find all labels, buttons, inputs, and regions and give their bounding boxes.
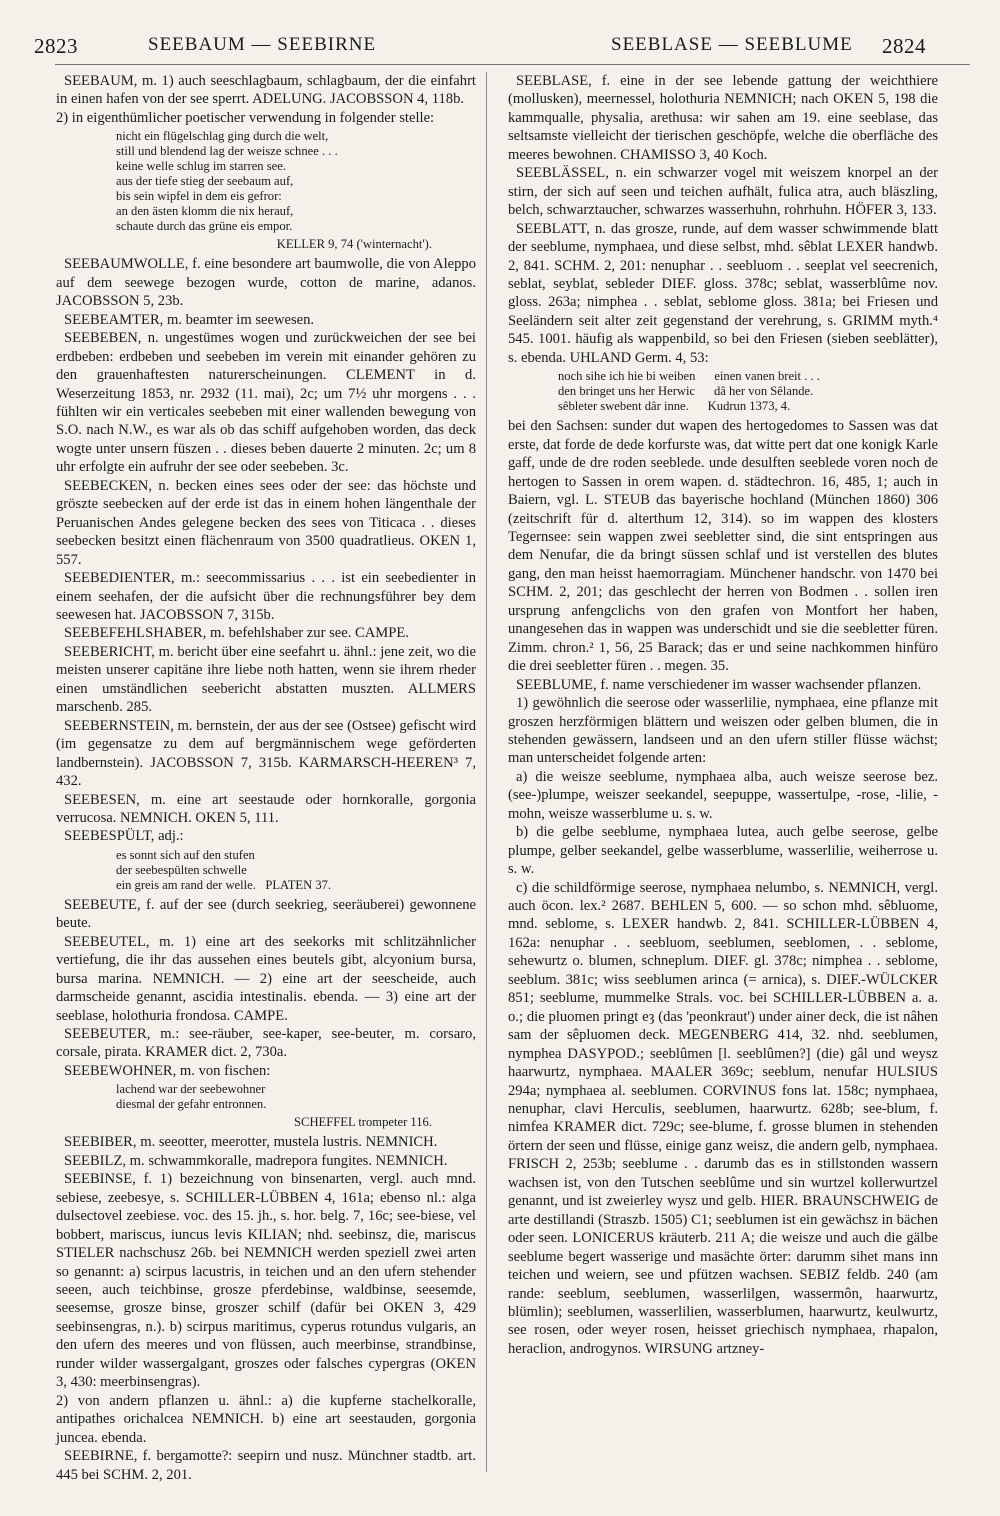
dictionary-entry: c) die schildförmige seerose, nymphaea nelumbo, s. NEMNICH, vergl. auch öcon. lex.² 2687. BEHLEN 5, 600. — so schon mhd. sêbluome, mnd. seblome, s. LEXER handwb. 2, 841. SCHILLER-LÜBBEN 4, 162a: nenuphar . . seebluom, seeblumen, seeblomen, . . seblome, sehewurtz o. blumen, schneplum. DIEF. gl. 378c; nimphea . . seblome, seeblum. 381c; wiss seeblumen arinca (= arnica), s. DIEF.-WÜLCKER 851; seeblume, mummelke Strals. voc. bei SCHILLER-LÜBBEN a. a. o.; die pluomen pringt eȝ (das 'peonkraut') under ainer deck, die ist nâhen sam der sêpluomen deck. MEGENBERG 414, 32. nhd. seeblumen, nymphea DASYPOD.; seeblûmen [l. seeblûmen?] (die) gâl und weysz haarwurtz, nymphaea. MAALER 369c; seeblum, nenufar HULSIUS 294a; nymphaea al. seeblumen. CORVINUS fons lat. 158c; nymphaea, nenuphar, clavi Herculis, seeblumen, haarwurtz. 628b; see-blum, f. nimfea KRAMER dict. 729c; see-blume, f. grosse blumen in stehenden örtern der seen und flüsse, einige ganz weisz, die andern gelb, nymphaea. FRISCH 2, 253b; seeblume . . darumb das es in stillstonden wassern wachsen ist, von den Tutschen seeblûme und sin wurtzel kollerwurtzel genannt, und ist zweierley wysz und gelb. HIER. BRAUNSCHWEIG de arte destillandi (Straszb. 1505) C1; seeblumen ist ein gewächsz in bächen oder seen. LONICERUS kräuterb. 211 A; die weisze und auch die gälbe seeblume begert wasserige und masächte örter: darumm sihet mans inn teichen und weiern, see und pfützen wachsen. SEBIZ feldb. 240 (am rande: seeblum, seeblumen, wasserlilgen, wassermôn, haarwurtz, blümlin); seeblumen, wasserlilien, wasserblumen, haarwurtz, keulwurtz, see rosen, oder weyer rosen, heisset griechisch nymphaea, rhapalon, heraclion, androgynos. WIRSUNG artzney-	[508, 879, 938, 1357]
page-number-left: 2823	[34, 34, 78, 58]
verse-quote: noch sihe ich hie bi weiben einen vanen breit . . . den bringet uns her Herwic dâ her von Sêlande. sêbleter swebent dâr inne. Kudrun 1373, 4.	[558, 369, 820, 414]
dictionary-entry: b) die gelbe seeblume, nymphaea lutea, auch gelbe seerose, gelbe plumpe, gelber seekandel, gelbe wasserblume, wasserlilie, weiherrose u. s. w.	[508, 824, 938, 878]
dictionary-entry: SEEBEUTE, f. auf der see (durch seekrieg, seeräuberei) gewonnene beute.	[56, 896, 476, 932]
dictionary-entry: SEEBAUM, m. 1) auch seeschlagbaum, schlagbaum, der die einfahrt in einen hafen von der see sperrt. ADELUNG. JACOBSSON 4, 118b.	[56, 73, 476, 108]
dictionary-entry: SEEBEDIENTER, m.: seecommissarius . . . ist ein seebedienter in einem seehafen, der die aufsicht über die rechnungsführer bey dem seewesen hat. JACOBSSON 7, 315b.	[56, 570, 476, 623]
header-rule	[55, 64, 970, 65]
entry-continuation: bei den Sachsen: sunder dut wapen des hertogedomes to Sassen was dat erste, dat forde de dede korfurste was, dat witte pert dat one konigk Karle gaff, unde de dre roden seeblede. unde desulften seeblede voren noch de hertogen to Sassen in orem wapen. d. städtechron. 16, 485, 1; auch in Baiern, vgl. L. STEUB das bayerische hochland (München 1860) 306 (zeitschrift für d. alterthum 12, 314). so im wappen des klosters Tegernsee: sein wappen zwei seebletter sind, die sint entspringen aus dem Nenufar, die da bringt süssen schlaf und ist verstellen des blutes gang, den man heisst haemorragiam. Münchener handschr. von 1470 bei SCHM. 2, 201; das geschlecht der herren von Bodmen . . sollen iren ursprung anfengclichs von den grafen von Montfort her haben, unangesehen das in wappen was underschidt und sie die seebletter füren. Zimm. chron.² 1, 56, 25 Barack; das er und seine nachkommen hinfüro die drei seebletter füren . . megen. 35.	[508, 418, 938, 675]
dictionary-entry: SEEBEUTEL, m. 1) eine art des seekorks mit schlitzähnlicher vertiefung, die ihr das aussehen eines beutels gibt, alcyonium bursa, bursa marina. NEMNICH. — 2) eine art der seescheide, auch darmscheide genannt, ascidia intestinalis. ebenda. — 3) eine art der seeblase, holothuria frondosa. CAMPE.	[56, 933, 476, 1024]
entry-continuation: 2) von andern pflanzen u. ähnl.: a) die kupferne stachelkoralle, antipathes orichalcea NEMNICH. b) eine art seestauden, gorgonia juncea. ebenda.	[56, 1392, 476, 1446]
dictionary-entry: SEEBLUME, f. name verschiedener im wasser wachsender pflanzen.	[516, 676, 922, 693]
dictionary-entry: SEEBAUMWOLLE, f. eine besondere art baumwolle, die von Aleppo auf dem seewege bezogen wurde, cotton de marine, adanos. JACOBSSON 5, 23b.	[56, 256, 476, 310]
dictionary-entry: SEEBEUTER, m.: see-räuber, see-kaper, see-beuter, m. corsaro, corsale, pirata. KRAMER dict. 2, 730a.	[56, 1026, 476, 1061]
running-head-right: SEEBLASE — SEEBLUME	[611, 34, 853, 55]
dictionary-entry: SEEBIRNE, f. bergamotte?: seepirn und nusz. Münchner stadtb. art. 445 bei SCHM. 2, 201.	[56, 1448, 476, 1483]
entry-continuation: 2) in eigenthümlicher poetischer verwendung in folgender stelle:	[56, 109, 435, 126]
dictionary-entry: SEEBLATT, n. das grosze, runde, auf dem wasser schwimmende blatt der seeblume, nymphaea, und diese selbst, mhd. sêblat LEXER handwb. 2, 841. SCHM. 2, 201: nenuphar . . seebluom . . seeplat vel seecrenich, seblat, seyblat, sebleder DIEF. gloss. 378c; seblat, wasserblûme nov. gloss. 263a; nimphea . . seblat, seblome gloss. 381a; bei Friesen und Seeländern seit alter zeit gegenstand der verehrung, s. GRIMM myth.⁴ 545. 1001. häufig als wappenbild, so bei den Friesen (sieben seeblätter), s. ebenda. UHLAND Germ. 4, 53:	[508, 220, 938, 366]
verse-quote: nicht ein flügelschlag ging durch die welt, still und blendend lag der weisze schnee . . . keine welle schlug im starren see. aus der tiefe stieg der seebaum auf, bis sein wipfel in dem eis gefror: an den ästen klomm die nix herauf, schaute durch das grüne eis empor.	[116, 129, 338, 234]
verse-quote: es sonnt sich auf den stufen der seebespülten schwelle ein greis am rand der welle. PLATEN 37.	[116, 847, 332, 892]
dictionary-entry: SEEBILZ, m. schwammkoralle, madrepora fungites. NEMNICH.	[64, 1152, 448, 1169]
quote-source: SCHEFFEL trompeter 116.	[294, 1115, 432, 1130]
dictionary-entry: SEEBEWOHNER, m. von fischen:	[64, 1062, 271, 1079]
dictionary-entry: SEEBERICHT, m. bericht über eine seefahrt u. ähnl.: jene zeit, wo die meisten unserer capitäne ihre liebe noth hatten, wenn sie ihrem rheder einen umständlichen seebericht abstatten muszten. ALLMERS marschenb. 285.	[56, 643, 476, 716]
left-column	[56, 72, 476, 1484]
dictionary-entry: SEEBERNSTEIN, m. bernstein, der aus der see (Ostsee) gefischt wird (im gegensatze zu dem auf bergmännischem wege geförderten landbernstein). JACOBSSON 7, 315b. KARMARSCH-HEEREN³ 7, 432.	[56, 717, 476, 790]
dictionary-entry: SEEBLASE, f. eine in der see lebende gattung der weichthiere (mollusken), meernessel, holothuria NEMNICH; nach OKEN 5, 198 die kammqualle, physalia, arethusa: wir sahen am 19. eine seeblase, das seltsamste vielleicht der tierischen geschöpfe, welche die oberfläche des meeres bewohnen. CHAMISSO 3, 40 Koch.	[508, 73, 938, 163]
dictionary-entry: SEEBEFEHLSHABER, m. befehlshaber zur see. CAMPE.	[64, 625, 409, 642]
dictionary-entry: SEEBECKEN, n. becken eines sees oder der see: das höchste und gröszte seebecken auf der erde ist das in einem hohen längenthale der Peruanischen Andes gelegene becken des sees von Titicaca . . dieses seebecken besitzt einen flächenraum von 3500 quadratlieus. OKEN 1, 557.	[56, 477, 476, 568]
dictionary-entry: SEEBESEN, m. eine art seestaude oder hornkoralle, gorgonia verrucosa. NEMNICH. OKEN 5, 111.	[56, 791, 476, 826]
page-number-right: 2824	[882, 34, 926, 58]
dictionary-entry: a) die weisze seeblume, nymphaea alba, auch weisze seerose bez. (see-)plumpe, weiszer seekandel, seepuppe, wassertulpe, -rose, -lilie, -mohn, weisze wasserblume u. s. w.	[508, 768, 938, 822]
dictionary-entry: SEEBESPÜLT, adj.:	[64, 828, 184, 845]
right-column	[508, 72, 938, 1358]
verse-quote: lachend war der seebewohner diesmal der gefahr entronnen.	[116, 1082, 267, 1112]
dictionary-entry: SEEBIBER, m. seeotter, meerotter, mustela lustris. NEMNICH.	[64, 1134, 438, 1151]
dictionary-entry: SEEBINSE, f. 1) bezeichnung von binsenarten, vergl. auch mnd. sebiese, zeebesye, s. SCHILLER-LÜBBEN 4, 161a; ebenso nl.: alga dulsectovel zeebiese. voc. des 15. jh., s. hor. belg. 7, 16c; see-biese, vel bobbert, mariscus, iuncus levis KILIAN; nhd. seebinsz, die, mariscus STIELER nachschusz 26b. bei NEMNICH werden speziell zwei arten so genannt: a) scirpus lacustris, in teichen und an den ufern stehender seeen, auch teichbinse, grosze pferdebinse, waldbinse, seesemde, seesemse, grosze binse, groszer schilf (dafür bei OKEN 3, 429 seebinsengras, n.). b) scirpus maritimus, cyperus rotundus vulgaris, an den ufern des meeres und von flüssen, auch meerbinse, strandbinse, runder wilder wassergalgant, groszes oder falsches cypergras (OKEN 3, 430: meerbinsengras).	[56, 1171, 476, 1391]
dictionary-entry: SEEBEAMTER, m. beamter im seewesen.	[64, 311, 315, 328]
running-head-left: SEEBAUM — SEEBIRNE	[148, 34, 377, 55]
page-header	[0, 34, 1000, 64]
quote-source: KELLER 9, 74 ('winternacht').	[276, 237, 432, 252]
dictionary-entry: SEEBLÄSSEL, n. ein schwarzer vogel mit weiszem knorpel an der stirn, der sich auf seen und teichen aufhält, fulica atra, auch bläszling, belch, schwarztaucher, schwarzes wasserhuhn, rohrhuhn. HÖFER 3, 133.	[508, 165, 938, 219]
dictionary-entry: SEEBEBEN, n. ungestümes wogen und zurückweichen der see bei erdbeben: erdbeben und seebeben im verein mit einander gehören zu den grauenhaftesten naturerscheinungen. CLEMENT in d. Weserzeitung 1853, nr. 2932 (11. mai), 2c; um 7½ uhr morgens . . . fühlten wir ein verticales seebeben mit einer wallenden bewegung von S.O. nach N.W., es war als ob das schiff aufgehoben worden, das deck wogte unter unsern füszen . . dieses beben dauerte 2 minuten. 2c; um 8 uhr erfolgte ein aufruhr der see oder seebeben. 3c.	[56, 330, 476, 476]
column-divider	[486, 72, 487, 1472]
dictionary-entry: 1) gewöhnlich die seerose oder wasserlilie, nymphaea, eine pflanze mit groszen herzförmigen blättern und weiszen oder gelben blumen, die in stehenden gewässern, landseen und an den ufern stiller flüsse wächst; man unterscheidet folgende arten:	[508, 695, 938, 767]
